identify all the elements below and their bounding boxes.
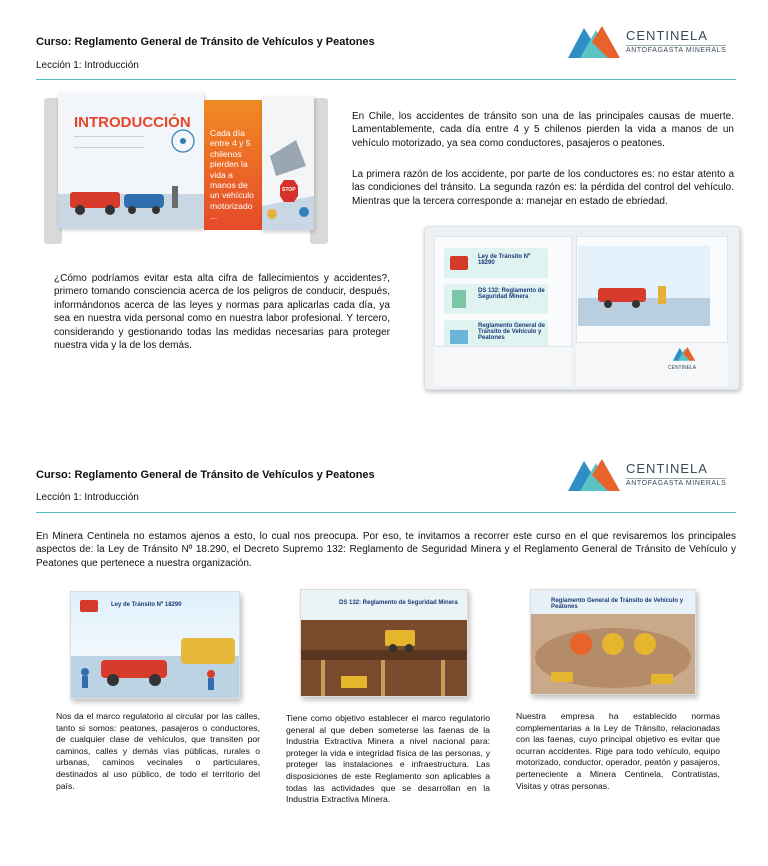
centinela-logo [566, 453, 736, 495]
course-title: Curso: Reglamento General de Tránsito de Vehículos y Peatones [36, 36, 375, 48]
banner-orange-panel [204, 100, 262, 230]
card-ds132-label: DS 132: Reglamento de Seguridad Minera [339, 600, 458, 606]
folder-tab-regulation: Reglamento General de Tránsito de Vehículo y Peatones [478, 323, 546, 341]
centinela-mark-icon [566, 20, 622, 60]
centinela-logo [566, 20, 736, 62]
traffic-illustration [64, 178, 204, 222]
law-book-icon [448, 252, 470, 274]
law-book-icon [79, 598, 99, 614]
paragraph-course-intro: En Minera Centinela no estamos ajenos a esto, lo cual nos preocupa. Por eso, te invitamos a recorrer este curso en el que revisaremos los principales aspectos de: la Ley de Tránsito Nº 18.290, el Decreto Supremo 132: Reglamento de Seguridad Minera y el Reglamento General de Tránsito de Vehículo y Peatones que pertenece a nuestra organización. [36, 531, 736, 569]
folder-logo-icon [672, 344, 696, 362]
street-scene-illustration [71, 632, 239, 698]
course-title: Curso: Reglamento General de Tránsito de Vehículos y Peatones [36, 469, 375, 481]
card-regulation-image [530, 589, 696, 695]
banner-heading: INTRODUCCIÓN [74, 114, 191, 131]
header-divider [36, 79, 736, 80]
logo-subtitle: ANTOFAGASTA MINERALS [626, 47, 727, 54]
folder-tab-law: Ley de Tránsito Nº 18290 [478, 254, 531, 266]
logo-name: CENTINELA [626, 461, 708, 476]
accident-illustration [262, 96, 314, 230]
logo-subtitle: ANTOFAGASTA MINERALS [626, 480, 727, 487]
paragraph-reasons: La primera razón de los accidente, por parte de los conductores es: no estar atento a las condiciones del tránsito. La segunda razón es: la pérdida del control del vehículo. Mientras que la tercera corresponde a: manejar en estado de ebriedad. [352, 169, 734, 207]
folder-logo-name: CENTINELA [668, 365, 697, 371]
lesson-title: Lección 1: Introducción [36, 492, 139, 503]
card-regulation-text: Nuestra empresa ha establecido normas complementarias a la Ley de Tránsito, relacionadas con las faenas, cuyo principal objetivo es evitar que ocurran accidentes. Rige para todo vehículo, equipo motorizado, conductor, operador, peatón y pasajeros, perteneciente a Minera Centinela, Contratistas, Visitas y otras personas. [516, 711, 720, 791]
stop-sign-text: STOP [282, 187, 296, 193]
card-law-label: Ley de Tránsito Nº 18290 [111, 602, 182, 608]
centinela-mark-icon [566, 453, 622, 493]
paragraph-intro: En Chile, los accidentes de tránsito son una de las principales causas de muerte. Lamentablemente, cada día entre 4 y 5 chilenos pierden la vida a manos de un vehículo motorizado, ya sea como conductores, pasajeros o peatones. [352, 111, 734, 149]
card-law-image [70, 591, 240, 699]
lesson-title: Lección 1: Introducción [36, 60, 139, 71]
card-ds132-image [300, 589, 468, 697]
mine-tunnel-illustration [301, 620, 467, 696]
card-regulation-label: Reglamento General de Tránsito de Vehículo y Peatones [551, 598, 684, 610]
mine-site-illustration [531, 614, 695, 694]
card-ds132-text: Tiene como objetivo establecer el marco regulatorio general al que deben someterse las faenas de la Industria Extractiva Minera a nivel nacional para: proteger la vida e integridad física de las personas, y proteger las instalaciones e infraestructura. Las disposiciones de este Reglamento son aplicables a todas las actividades que se desarrollan en la Industria Extractiva Minera. [286, 713, 490, 805]
folder-tab-ds132: DS 132: Reglamento de Seguridad Minera [478, 288, 545, 300]
folder-illustration [424, 222, 740, 390]
regulation-icon [448, 326, 470, 348]
banner-orange-text: Cada día entre 4 y 5 chilenos pierden la vida a manos de un vehículo motorizado ... [210, 128, 254, 222]
intro-banner [44, 92, 328, 250]
document-icon [448, 288, 470, 310]
logo-name: CENTINELA [626, 28, 708, 43]
card-law-text: Nos da el marco regulatorio al circular por las calles, tanto si somos: peatones, pasajeros o conductores, de cualquier clase de vehículos, que transiten por caminos, calles y demás vías públicas, rurales o urbanas, caminos vecinales o particulares, destinados al uso público, de todo el territorio del país. [56, 711, 260, 791]
header-divider [36, 512, 736, 513]
paragraph-prevention: ¿Cómo podríamos evitar esta alta cifra de fallecimientos y accidentes?, primero tomando consciencia acerca de los peligros de conducir, después, informándonos acerca de las leyes y normas para aplicarlas cada día, ya sea en nuestra vida personal como en nuestra labor profesional. Y tercero, considerando y gestionando todas las medidas necesarias para proteger nuestra vida y la de los demás. [54, 273, 390, 352]
folder-traffic-illustration [578, 246, 710, 326]
network-icon [170, 128, 196, 154]
